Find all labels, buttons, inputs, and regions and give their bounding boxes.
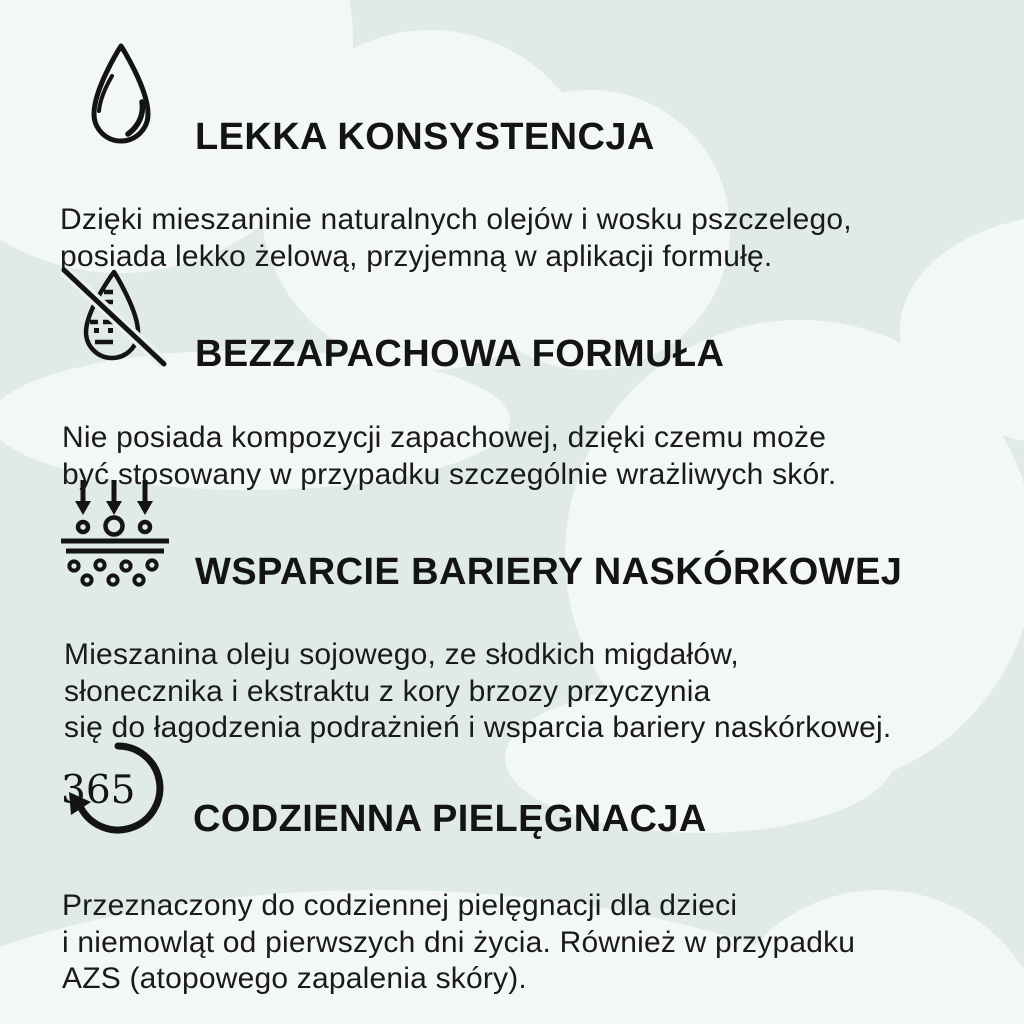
- section-heading: CODZIENNA PIELĘGNACJA: [193, 797, 707, 840]
- body-line: słonecznika i ekstraktu z kory brzozy przyczynia: [64, 674, 711, 708]
- no-fragrance-drop-icon: [60, 264, 168, 368]
- body-line: Nie posiada kompozycji zapachowej, dzięki czemu może: [62, 421, 827, 454]
- body-line: i niemowląt od pierwszych dni życia. Również w przypadku: [62, 925, 856, 959]
- 365-circular-arrow-icon: [60, 736, 170, 840]
- water-drop-icon: [84, 42, 158, 152]
- body-line: Dzięki mieszaninie naturalnych olejów i wosku pszczelego,: [60, 203, 852, 236]
- section-body: [64, 637, 891, 747]
- body-line: posiada lekko żelową, przyjemną w aplikacji formułę.: [60, 239, 773, 273]
- section-body: [62, 888, 855, 998]
- body-line: AZS (atopowego zapalenia skóry).: [62, 962, 527, 995]
- section-body: [62, 420, 836, 493]
- body-line: być stosowany w przypadku szczególnie wrażliwych skór.: [62, 457, 837, 491]
- skin-barrier-icon: [58, 476, 172, 594]
- body-line: się do łagodzenia podrażnień i wsparcia bariery naskórkowej.: [64, 711, 892, 744]
- body-line: Mieszanina oleju sojowego, ze słodkich migdałów,: [64, 638, 739, 671]
- 365-label: 365: [61, 768, 136, 813]
- body-line: Przeznaczony do codziennej pielęgnacji dla dzieci: [62, 889, 738, 922]
- section-heading: WSPARCIE BARIERY NASKÓRKOWEJ: [195, 550, 903, 593]
- section-heading: BEZZAPACHOWA FORMUŁA: [195, 332, 725, 375]
- section-body: [60, 202, 852, 275]
- section-heading: LEKKA KONSYSTENCJA: [195, 115, 655, 158]
